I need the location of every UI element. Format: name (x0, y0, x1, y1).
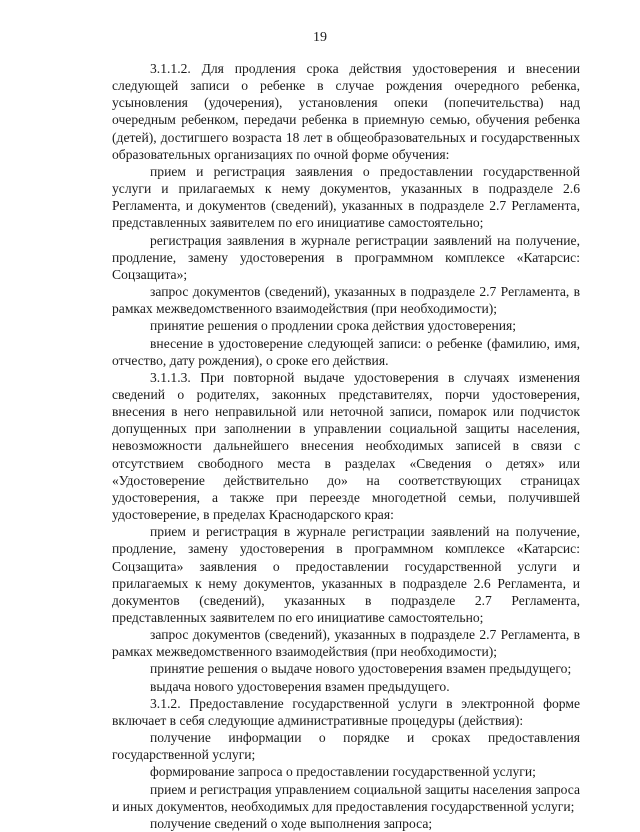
paragraph-extension-decision: принятие решения о продлении срока действия удостоверения; (150, 318, 517, 334)
paragraph-3-1-2: 3.1.2. Предоставление государственной услуги в электронной форме включает в себя следующие административные процедуры (действия): (112, 695, 580, 728)
paragraph-request-forming: формирование запроса о предоставлении государственной услуги; (150, 764, 536, 780)
paragraph-interagency-request-2: запрос документов (сведений), указанных в подразделе 2.7 Регламента, в рамках межведомственного взаимодействия (при необходимости); (112, 627, 580, 660)
paragraph-reissue-decision: принятие решения о выдаче нового удостоверения взамен предыдущего; (150, 661, 572, 677)
page-number: 19 (313, 30, 327, 45)
paragraph-reception-and-registration: прием и регистрация в журнале регистрации заявлений на получение, продление, замену удостоверения в программном комплексе «Катарсис: Соцзащита» заявления о предоставлении государственной услуги и прилагаемых к нему документов, указанных в подразделе 2.6 Регламента, и документов (сведений), указанных в подразделе 2.7 Регламента, представленных заявителем по его инициативе самостоятельно; (112, 524, 580, 625)
paragraph-interagency-request: запрос документов (сведений), указанных в подразделе 2.7 Регламента, в рамках межведомственного взаимодействия (при необходимости); (112, 284, 580, 317)
paragraph-status-info: получение сведений о ходе выполнения запроса; (150, 815, 433, 831)
document-body (112, 60, 580, 832)
paragraph-3-1-1-3: 3.1.1.3. При повторной выдаче удостоверения в случаях изменения сведений о родителях, законных представителях, порчи удостоверения, внесения в него неправильной или неточной записи, помарок или подчисток допущенных при заполнении в управлении социальной защиты населения, невозможности дальнейшего внесения необходимых записей в связи с отсутствием свободного места в разделах «Сведения о детях» или «Удостоверение действительно до» на соответствующих страницах удостоверения, а также при переезде многодетной семьи, получившей удостоверение, в пределах Краснодарского края: (112, 369, 580, 523)
paragraph-3-1-1-2: 3.1.1.2. Для продления срока действия удостоверения и внесении следующей записи о ребенке в случае рождения очередного ребенка, усыновления (удочерения), установления опеки (попечительства) над очередным ребенком, передачи ребенка в приемную семью, обучения ребенка (детей), достигшего возраста 18 лет в общеобразовательных и государственных образовательных организациях по очной форме обучения: (112, 61, 580, 162)
paragraph-request-registration: прием и регистрация управлением социальной защиты населения запроса и иных документов, необходимых для предоставления государственной услуги; (112, 781, 580, 814)
paragraph-reissue: выдача нового удостоверения взамен предыдущего. (150, 678, 450, 694)
paragraph-journal-registration: регистрация заявления в журнале регистрации заявлений на получение, продление, замену удостоверения в программном комплексе «Катарсис: Соцзащита»; (112, 232, 580, 282)
paragraph-info-retrieval: получение информации о порядке и сроках предоставления государственной услуги; (112, 730, 580, 763)
paragraph-record-entry: внесение в удостоверение следующей записи: о ребенке (фамилию, имя, отчество, дату рождения), о сроке его действия. (112, 335, 580, 368)
paragraph-application-reception: прием и регистрация заявления о предоставлении государственной услуги и прилагаемых к нему документов, указанных в подразделе 2.6 Регламента, и документов (сведений), указанных в подразделе 2.7 Регламента, представленных заявителем по его инициативе самостоятельно; (112, 163, 580, 231)
